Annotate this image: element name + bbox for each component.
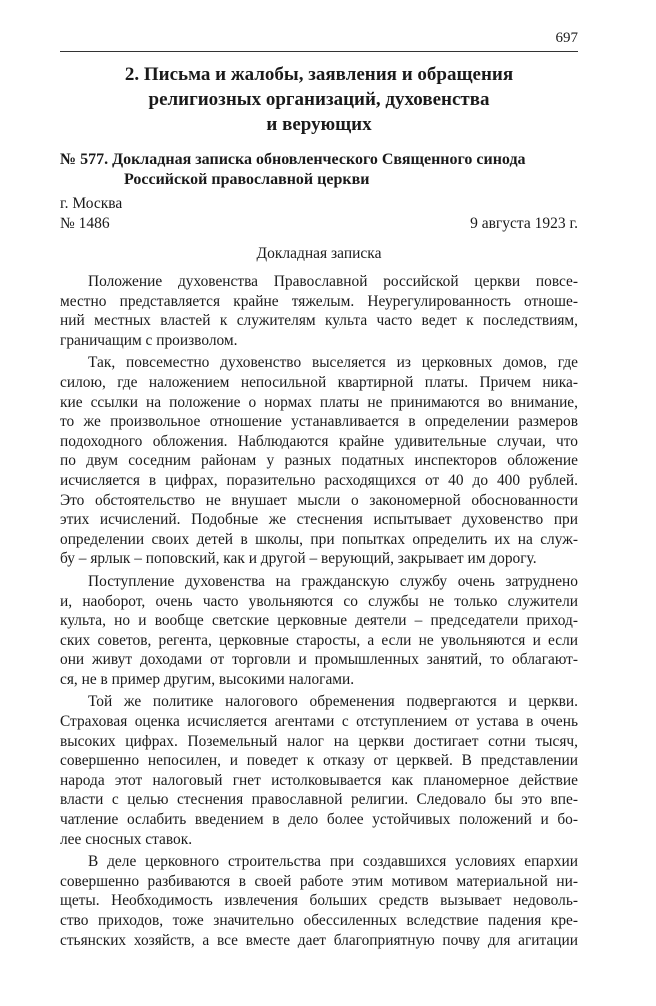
text-line: ских советов, регента, церковные старосты, а если не увольняются и если	[60, 631, 578, 649]
text-line: Той же политике налогового обременения подвергаются и церкви.	[88, 693, 578, 711]
document-place: г. Москва	[60, 195, 123, 212]
section-title-line: религиозных организаций, духовенства	[148, 89, 490, 110]
text-line: народа этот налоговый гнет истолковывается как планомерное действие	[60, 771, 578, 789]
text-line: бу – ярлык – поповский, как и другой – верующий, закрывает им дорогу.	[60, 550, 537, 568]
paragraph	[60, 852, 578, 950]
text-line: высоких цифрах. Поземельный налог на церкви достигает сотни тысяч,	[60, 732, 578, 750]
text-line: Поступление духовенства на гражданскую службу очень затруднено	[88, 572, 578, 590]
text-line: стьянских хозяйств, а все вместе дает благоприятную почву для агитации	[60, 931, 578, 949]
text-line: В деле церковного строительства при создавшихся условиях епархии	[88, 853, 578, 871]
document-title-line: № 577. Докладная записка обновленческого Священного синода	[60, 151, 526, 168]
paragraph	[60, 353, 578, 569]
text-line: по двум соседним районам у разных податных инспекторов обложение	[60, 452, 578, 470]
text-line: Положение духовенства Православной российской церкви повсе-	[88, 273, 578, 290]
text-line: и, наоборот, очень часто увольняются со службы не только служители	[60, 592, 578, 610]
text-line: щеты. Необходимость извлечения больших средств вызывает недоволь-	[60, 892, 578, 910]
document-title	[60, 150, 578, 190]
text-line: культа, но и вообще светские церковные деятели – председатели приход-	[60, 612, 578, 630]
text-line: они живут доходами от торговли и промышленных занятий, то облагают-	[60, 651, 578, 669]
text-line: Это обстоятельство не внушает мысли о закономерной обоснованности	[60, 491, 578, 509]
section-title-line: и верующих	[266, 114, 372, 135]
document-number: № 1486	[60, 215, 110, 232]
text-line: Так, повсеместно духовенство выселяется из церковных домов, где	[88, 354, 578, 372]
text-line: чатление ослабить введением в дело более устойчивых положений и бо-	[60, 811, 578, 829]
text-line: граничащим с произволом.	[60, 331, 238, 349]
paragraph	[60, 692, 578, 849]
text-line: подоходного обложения. Наблюдаются крайне удивительные случаи, что	[60, 432, 578, 450]
text-line: этих исчислений. Подобные же стеснения испытывает духовенство при	[60, 511, 578, 529]
document-date: 9 августа 1923 г.	[470, 215, 578, 232]
page-number: 697	[555, 30, 578, 46]
memo-heading: Докладная записка	[256, 245, 382, 262]
section-title	[60, 62, 578, 137]
body-text	[60, 272, 578, 953]
text-line: исчисляется в цифрах, поразительно расходящихся от 40 до 400 рублей.	[60, 471, 578, 489]
text-line: определении своих детей в школы, при попытках определить их на служ-	[60, 530, 578, 548]
document-title-line: Российской православной церкви	[124, 171, 370, 188]
text-line: ство приходов, тоже значительно обессиленных вследствие падения кре-	[60, 912, 578, 929]
section-title-line: 2. Письма и жалобы, заявления и обращения	[124, 64, 514, 85]
text-line: совершенно непосилен, и поведет к отказу от церквей. В представлении	[60, 752, 578, 770]
text-line: власти с целью стеснения православной религии. Следовало бы это впе-	[60, 791, 578, 809]
text-line: местно представляется крайне тяжелым. Неурегулированность отноше-	[60, 292, 578, 310]
paragraph	[60, 272, 578, 350]
text-line: ний местных властей к служителям культа часто ведет к последствиям,	[60, 312, 578, 330]
text-line: ся, не в пример другим, высокими налогами.	[60, 670, 355, 688]
text-line: силою, где наложением непосильной квартирной платы. Причем ника-	[60, 373, 578, 391]
text-line: то же произвольное отношение устанавливается в определении размеров	[60, 413, 578, 431]
text-line: кие ссылки на положение о нормах платы не принимаются во внимание,	[60, 393, 578, 411]
paragraph	[60, 572, 578, 690]
text-line: Страховая оценка исчисляется агентами с отступлением от устава в очень	[60, 713, 578, 731]
text-line: лее сносных ставок.	[60, 830, 193, 848]
header-rule	[60, 51, 578, 52]
text-line: совершенно разбиваются в своей работе этим мотивом материальной ни-	[60, 872, 578, 890]
